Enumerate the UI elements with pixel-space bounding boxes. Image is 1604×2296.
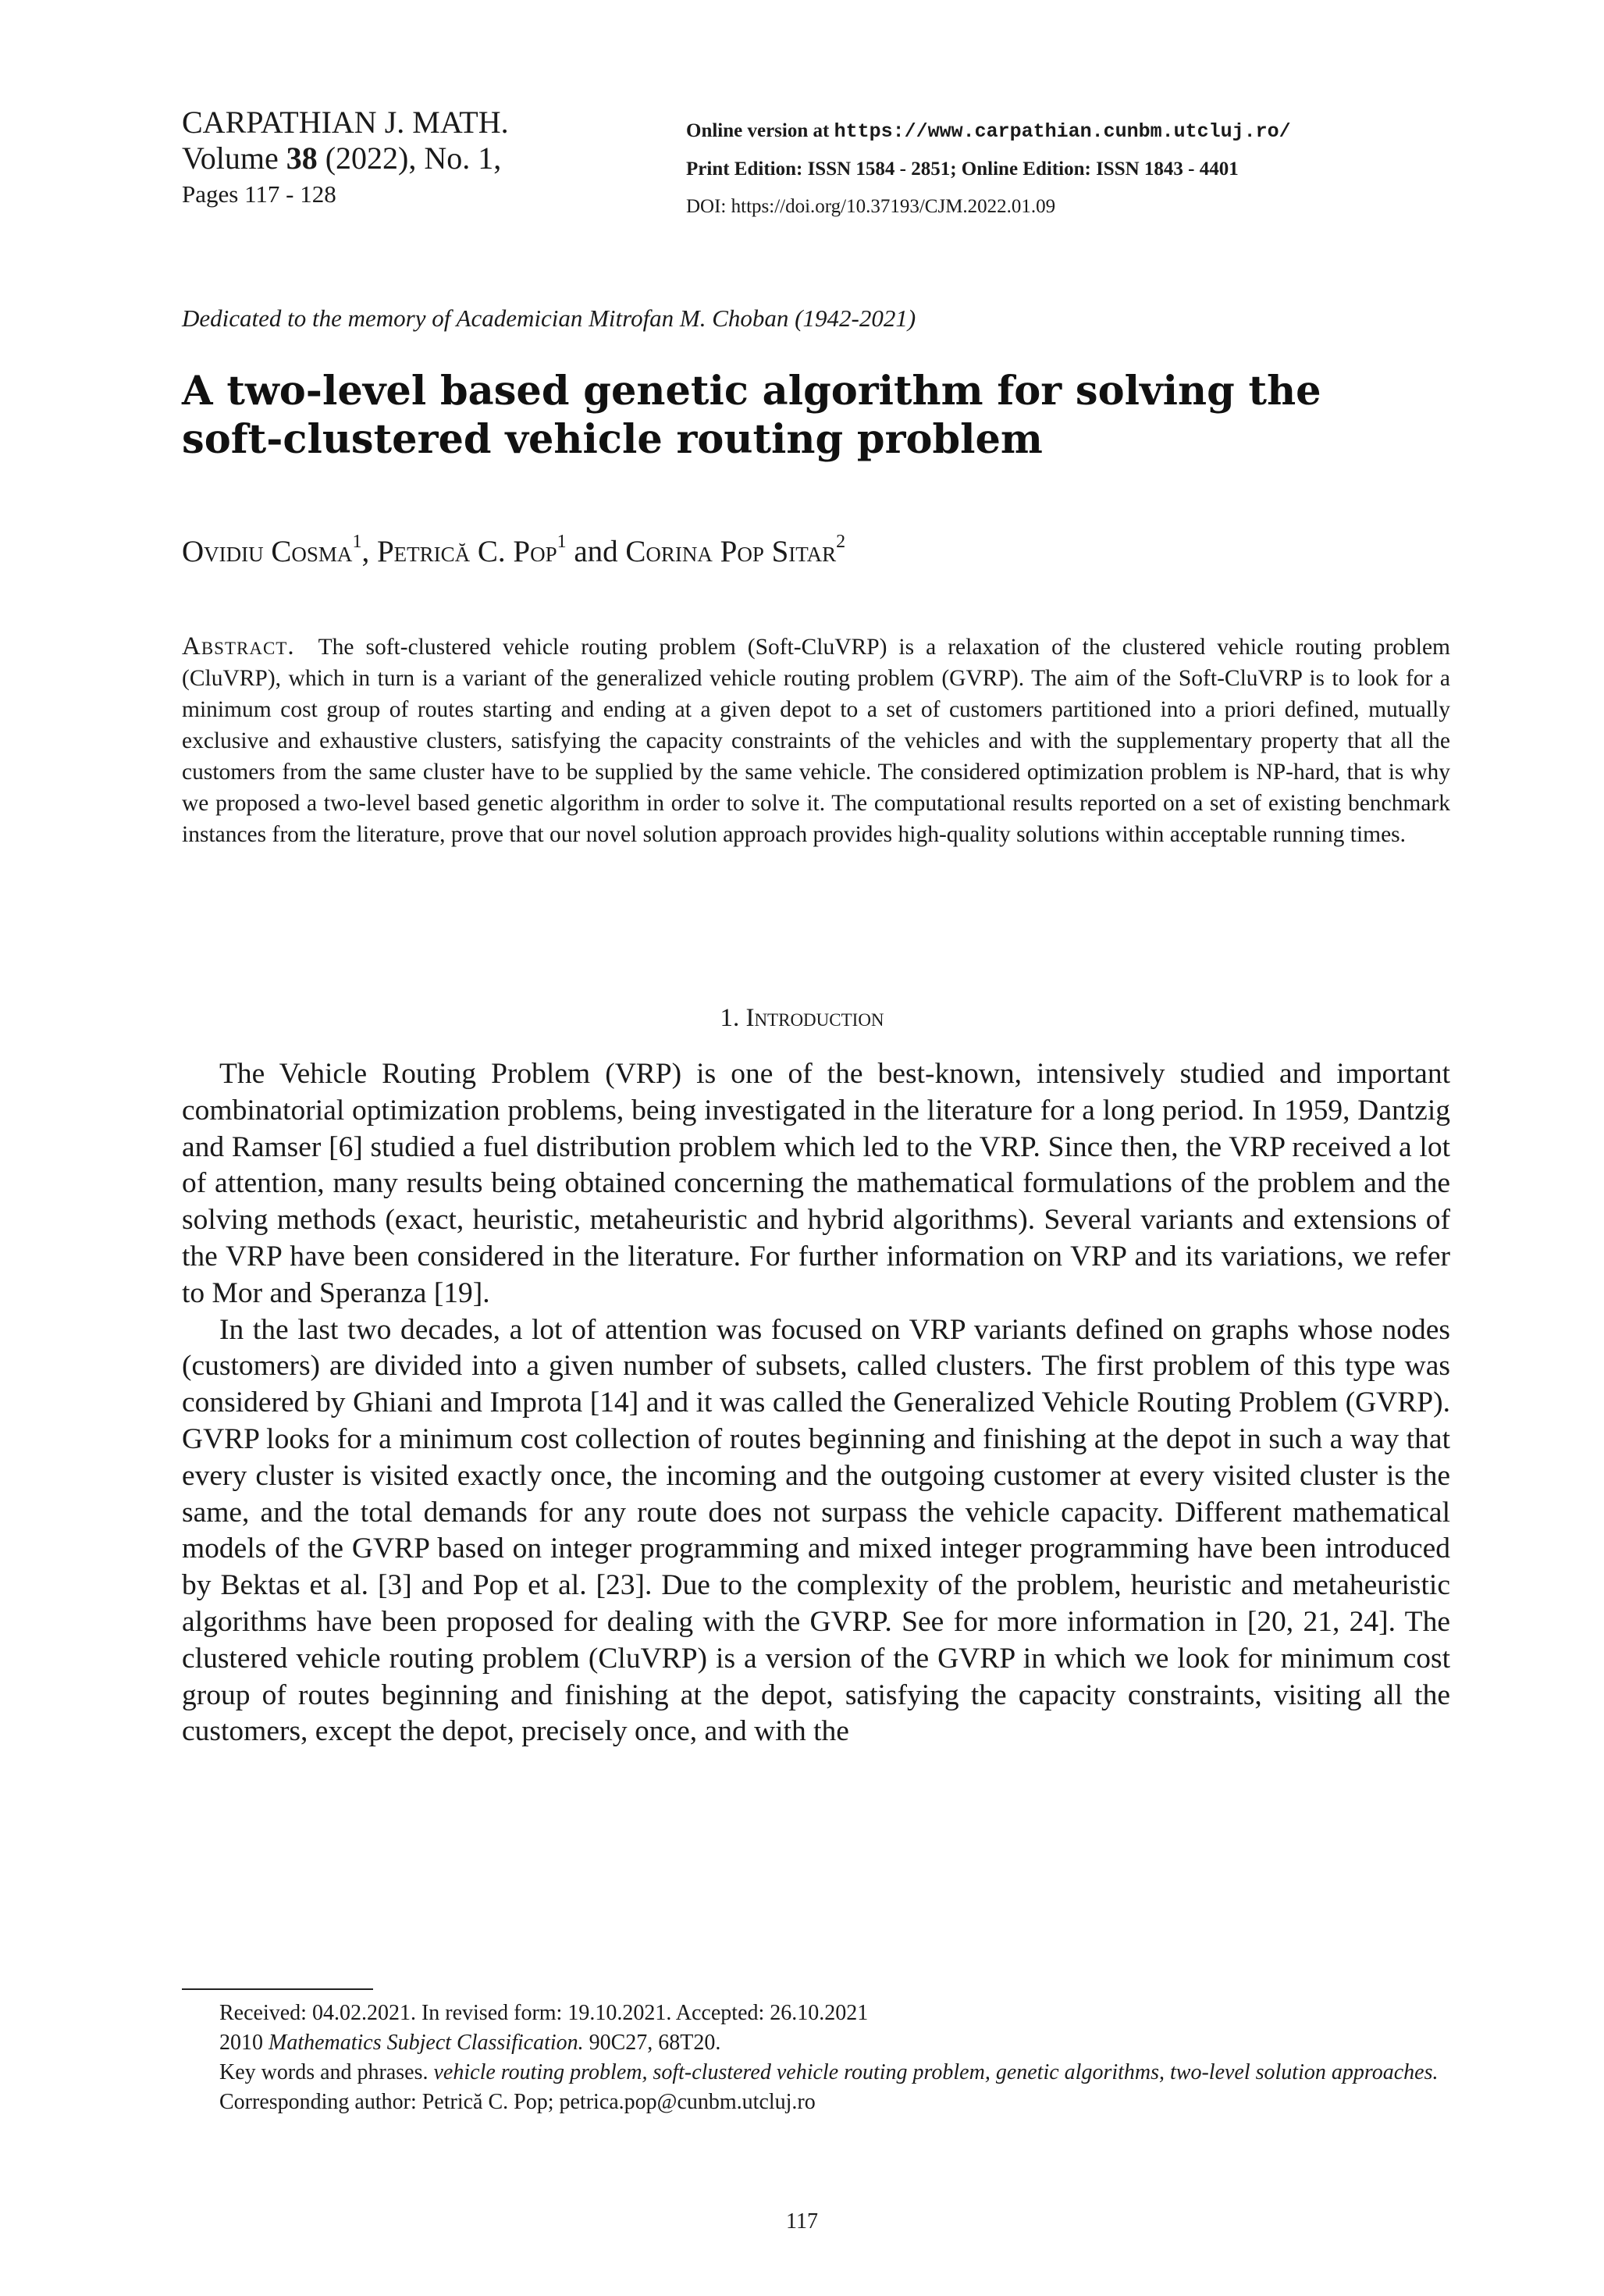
abstract-label: Abstract. (182, 632, 295, 660)
online-url-link[interactable]: https://www.carpathian.cunbm.utcluj.ro/ (834, 120, 1291, 143)
doi-line[interactable]: DOI: https://doi.org/10.37193/CJM.2022.01.09 (686, 196, 1056, 217)
online-version: Online version at https://www.carpathian.cunbm.utcluj.ro/ (686, 120, 1291, 143)
body-text (182, 1056, 1450, 1750)
keywords: Key words and phrases. vehicle routing problem, soft-clustered vehicle routing problem, genetic algorithms, two-level solution approaches. (219, 2060, 1439, 2084)
paragraph-2: In the last two decades, a lot of attention was focused on VRP variants defined on graphs whose nodes (customers) are divided into a given number of subsets, called clusters. The first problem of this type was considered by Ghiani and Improta [14] and it was called the Generalized Vehicle Routing Problem (GVRP). GVRP looks for a minimum cost collection of routes beginning and finishing at the depot in such a way that every cluster is visited exactly once, the incoming and the outgoing customer at every visited cluster is the same, and the total demands for any route does not surpass the vehicle capacity. Different mathematical models of the GVRP based on integer programming and mixed integer programming have been introduced by Bektas et al. [3] and Pop et al. [23]. Due to the complexity of the problem, heuristic and metaheuristic algorithms have been proposed for dealing with the GVRP. See for more information in [20, 21, 24]. The clustered vehicle routing problem (CluVRP) is a version of the GVRP in which we look for minimum cost group of routes beginning and finishing at the depot, satisfying the capacity constraints, visiting all the customers, except the depot, precisely once, and with the (182, 1313, 1450, 1748)
volume-number: 38 (286, 141, 318, 176)
author-2: Petrică C. Pop (376, 535, 557, 568)
journal-info (182, 105, 509, 212)
msc-classification: 2010 Mathematics Subject Classification. 90C27, 68T20. (219, 2031, 721, 2055)
abstract (182, 631, 1450, 850)
page-number: 117 (786, 2209, 818, 2234)
received-dates: Received: 04.02.2021. In revised form: 19.10.2021. Accepted: 26.10.2021 (219, 2001, 869, 2025)
issn-line: Print Edition: ISSN 1584 - 2851; Online Edition: ISSN 1843 - 4401 (686, 158, 1239, 180)
volume-line: Volume 38 (2022), No. 1, (182, 141, 502, 176)
footnote-divider (182, 1988, 373, 1990)
authors: Ovidiu Cosma$^1$, Petrică C. Pop$^1$ and Corina Pop Sitar$^2$ (182, 532, 846, 568)
section-heading (0, 1004, 1604, 1033)
pages-range: Pages 117 - 128 (182, 180, 336, 208)
section-number: 1. (720, 1004, 740, 1032)
corresponding-author: Corresponding author: Petrică C. Pop; petrica.pop@cunbm.utcluj.ro (219, 2090, 816, 2114)
publication-info (686, 112, 1291, 226)
author-1: Ovidiu Cosma (182, 535, 353, 568)
journal-name: CARPATHIAN J. MATH. (182, 105, 509, 140)
dedication: Dedicated to the memory of Academician Mitrofan M. Choban (1942-2021) (182, 304, 916, 332)
paragraph-1: The Vehicle Routing Problem (VRP) is one of the best-known, intensively studied and important combinatorial optimization problems, being investigated in the literature for a long period. In 1959, Dantzig and Ramser [6] studied a fuel distribution problem which led to the VRP. Since then, the VRP received a lot of attention, many results being obtained concerning the mathematical formulations of the problem and the solving methods (exact, heuristic, metaheuristic and hybrid algorithms). Several variants and extensions of the VRP have been considered in the literature. For further information on VRP and its variations, we refer to Mor and Speranza [19]. (182, 1058, 1450, 1309)
abstract-text: The soft-clustered vehicle routing problem (Soft-CluVRP) is a relaxation of the clustered vehicle routing problem (CluVRP), which in turn is a variant of the generalized vehicle routing problem (GVRP). The aim of the Soft-CluVRP is to look for a minimum cost group of routes starting and ending at a given depot to a set of customers partitioned into a priori defined, mutually exclusive and exhaustive clusters, satisfying the capacity constraints of the vehicles and with the supplementary property that all the customers from the same cluster have to be supplied by the same vehicle. The considered optimization problem is NP-hard, that is why we proposed a two-level based genetic algorithm in order to solve it. The computational results reported on a set of existing benchmark instances from the literature, prove that our novel solution approach provides high-quality solutions within acceptable running times. (182, 635, 1450, 847)
author-3: Corina Pop Sitar (625, 535, 837, 568)
paper-title: A two-level based genetic algorithm for solving the soft-clustered vehicle routing problem (182, 368, 1321, 463)
section-title: Introduction (745, 1004, 884, 1032)
footnotes (182, 1999, 1450, 2117)
